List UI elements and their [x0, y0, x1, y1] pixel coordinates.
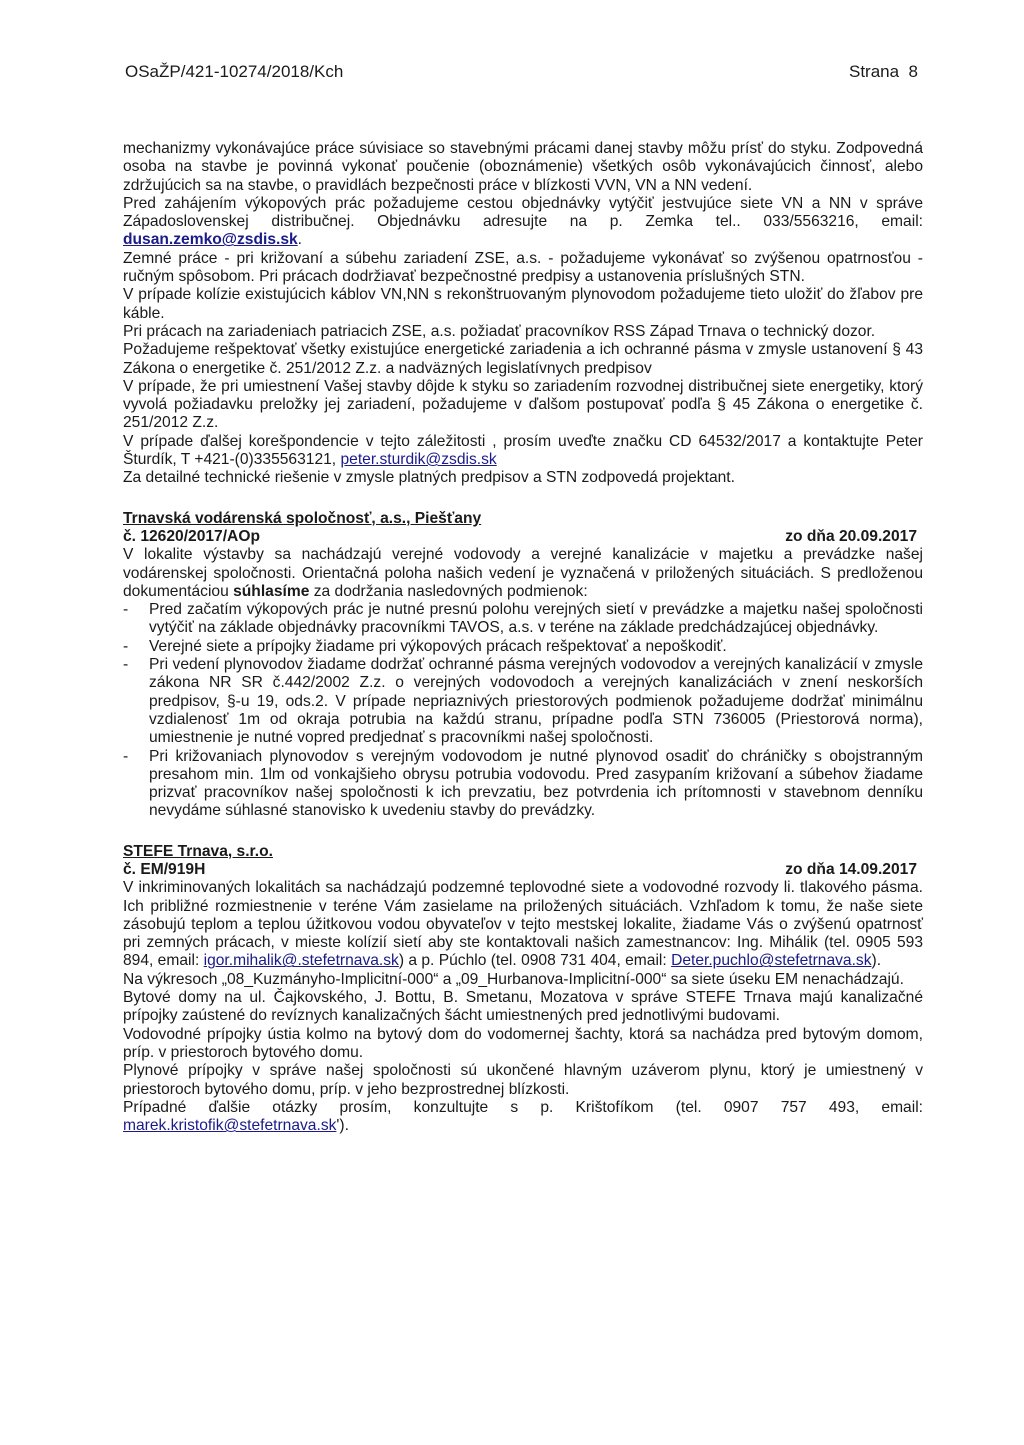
list-item: - Pred začatím výkopových prác je nutné presnú polohu verejných sietí v prevádzke a majetku našej spoločnosti vytýčiť na základe objednávky pracovníkmi TAVOS, a.s. v teréne na základe predchádzajúcej objednávky.: [123, 601, 923, 638]
document-reference: OSaŽP/421-10274/2018/Kch: [125, 62, 344, 81]
tvs-conditions-list: [123, 601, 923, 821]
stefe-paragraph-3: Bytové domy na ul. Čajkovského, J. Bottu, B. Smetanu, Mozatova v správe STEFE Trnava majú kanalizačné prípojky zaústené do revíznych kanalizačných šácht umiestnených pred jednotlivými budovami.: [123, 989, 923, 1025]
stefe-reference-line: [123, 861, 923, 879]
page-header: [125, 62, 918, 82]
zse-paragraph-4: V prípade kolízie existujúcich káblov VN,NN s rekonštruovaným plynovodom požadujeme tieto uložiť do žľabov pre káble.: [123, 286, 923, 322]
zse-paragraph-6: Požadujeme rešpektovať všetky existujúce energetické zariadenia a ich ochranné pásma v zmysle ustanovení § 43 Zákona o energetike č. 251/2012 Z.z. a nadväzných legislatívnych predpisov: [123, 341, 923, 377]
kristofik-email-link[interactable]: marek.kristofik@stefetrnava.sk: [123, 1117, 337, 1135]
zse-paragraph-3: Zemné práce - pri križovaní a súbehu zariadení ZSE, a.s. - požadujeme vykonávať so zvýšenou opatrnosťou - ručným spôsobom. Pri prácach dodržiavať bezpečnostné predpisy a ustanovenia príslušných STN.: [123, 249, 923, 286]
document-body: [123, 140, 923, 1135]
stefe-paragraph-6: Prípadné ďalšie otázky prosím, konzultujte s p. Krištofíkom (tel. 0907 757 493, email: marek.kristofik@stefetrnava.sk').: [123, 1098, 923, 1135]
puchlo-email-link[interactable]: Deter.puchlo@stefetrnava.sk: [671, 952, 872, 970]
tvs-reference: č. 12620/2017/AOp: [123, 527, 260, 545]
zse-paragraph-8: V prípade ďalšej korešpondencie v tejto záležitosti , prosím uveďte značku CD 64532/2017 a kontaktujte Peter Šturdík, T +421-(0)335563121, peter.sturdik@zsdis.sk: [123, 432, 923, 469]
stefe-paragraph-2: Na výkresoch „08_Kuzmányho-Implicitní-000“ a „09_Hurbanova-Implicitní-000“ sa siete úseku EM nenachádzajú.: [123, 970, 904, 988]
list-item: - Verejné siete a prípojky žiadame pri výkopových prácach rešpektovať a nepoškodiť.: [123, 638, 923, 656]
stefe-reference: č. EM/919H: [123, 860, 206, 878]
zse-paragraph-7: V prípade, že pri umiestnení Vašej stavby dôjde k styku so zariadením rozvodnej distribučnej siete energetiky, ktorý vyvolá požiadavku preložky jej zariadení, požadujeme v ďalšom postupovať podľa § 45 Zákona o energetike č. 251/2012 Z.z.: [123, 377, 923, 432]
stefe-paragraph-1: V inkriminovaných lokalitách sa nachádzajú podzemné teplovodné siete a vodovodné rozvody li. tlakového pásma. Ich približné rozmiestnenie v teréne Vám zasielame na priložených situáciách. Vzhľadom k tomu, že naše siete zásobujú teplom a teplou úžitkovou vodou obyvateľov v tejto mestskej lokalite, žiadame Vás o zvýšenú opatrnosť pri zemných prácach, v mieste kolízií sietí aby ste kontaktovali našich zamestnancov: Ing. Mihálik (tel. 0905 593 894, email: igor.mihalik@.stefetrnava.sk) a p. Púchlo (tel. 0908 731 404, email: Deter.puchlo@stefetrnava.sk).: [123, 879, 923, 970]
stefe-date: zo dňa 14.09.2017: [785, 860, 917, 878]
zse-email-link[interactable]: dusan.zemko@zsdis.sk: [123, 231, 298, 249]
stefe-section-title: STEFE Trnava, s.r.o.: [123, 842, 273, 860]
zse-paragraph-9: Za detailné technické riešenie v zmysle platných predpisov a STN zodpovedá projektant.: [123, 469, 735, 487]
zse-paragraph-5: Pri prácach na zariadeniach patriacich ZSE, a.s. požiadať pracovníkov RSS Západ Trnava o technický dozor.: [123, 322, 876, 340]
tvs-section-title: Trnavská vodárenská spoločnosť, a.s., Piešťany: [123, 509, 482, 527]
zse-paragraph-2: Pred zahájením výkopových prác požadujeme cestou objednávky vytýčiť jestvujúce siete VN a NN v správe Západoslovenskej distribučnej. Objednávku adresujte na p. Zemka tel.. 033/5563216, email: dusan.zemko@zsdis.sk.: [123, 194, 923, 249]
stefe-paragraph-4: Vodovodné prípojky ústia kolmo na bytový dom do vodomernej šachty, ktorá sa nachádza pred bytovým domom, príp. v priestoroch bytového domu.: [123, 1025, 923, 1061]
tvs-date: zo dňa 20.09.2017: [785, 527, 917, 545]
zse-paragraph-1: mechanizmy vykonávajúce práce súvisiace so stavebnými prácami danej stavby môžu prísť do styku. Zodpovedná osoba na stavbe je povinná vykonať poučenie (oboznámenie) všetkých osôb vykonávajúcich činnosť, alebo zdržujúcich sa na stavbe, o pravidlách bezpečnosti práce v blízkosti VVN, VN a NN vedení.: [123, 140, 923, 194]
mihalik-email-link[interactable]: igor.mihalik@.stefetrnava.sk: [203, 952, 399, 970]
page-number-label: Strana 8: [848, 62, 918, 81]
stefe-paragraph-5: Plynové prípojky v správe našej spoločnosti sú ukončené hlavným uzáverom plynu, ktorý je umiestnený v priestoroch bytového domu, príp. v jeho bezprostrednej blízkosti.: [123, 1062, 923, 1098]
tvs-reference-line: [123, 528, 923, 546]
zse-contact-email-link[interactable]: peter.sturdik@zsdis.sk: [340, 451, 497, 469]
tvs-intro: V lokalite výstavby sa nachádzajú verejné vodovody a verejné kanalizácie v majetku a prevádzke našej vodárenskej spoločnosti. Orientačná poloha našich vedení je vyznačená v priložených situáciách. S predloženou dokumentáciou súhlasíme za dodržania nasledovných podmienok:: [123, 546, 923, 600]
list-item: - Pri vedení plynovodov žiadame dodržať ochranné pásma verejných vodovodov a verejných kanalizácií v zmysle zákona NR SR č.442/2002 Z.z. o verejných vodovodoch a verejných kanalizáciách v znení neskorších predpisov, §-u 19, ods.2. V prípade nepriaznivých priestorových podmienok požadujeme dodržať minimálnu vzdialenosť 1m od okraja potrubia na každú stranu, prípadne podľa STN 736005 (Priestorová norma), umiestnenie je nutné vopred predjednať s pracovníkmi našej spoločnosti.: [123, 656, 923, 747]
list-item: - Pri križovaniach plynovodov s verejným vodovodom je nutné plynovod osadiť do chráničky s obojstranným presahom min. 1lm od vonkajšieho obrysu potrubia vodovodu. Pred zasypaním križovaní a súbehov žiadame prizvať pracovníkov našej spoločnosti k ich prevzatiu, bez potvrdenia ich prítomnosti v stavebnom denníku nevydáme súhlasné stanovisko k uvedeniu stavby do prevádzky.: [123, 748, 923, 821]
